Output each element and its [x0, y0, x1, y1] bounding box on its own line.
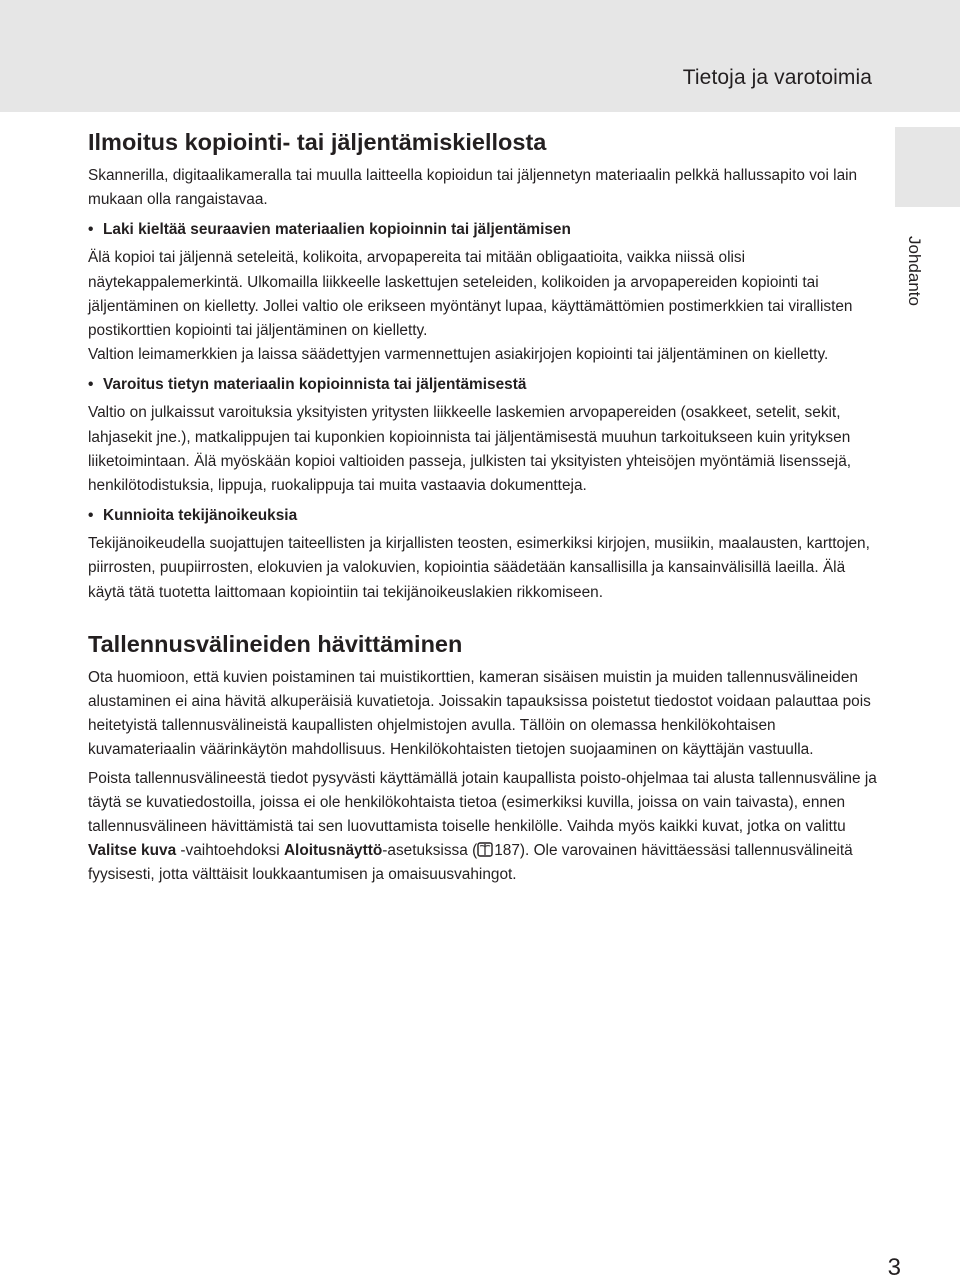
section-title-copy-notice: Ilmoitus kopiointi- tai jäljentämiskiellosta	[88, 129, 547, 155]
bullet-heading-text: Varoitus tietyn materiaalin kopioinnista tai jäljentämisestä	[103, 376, 527, 394]
menu-option-name: Valitse kuva	[88, 842, 177, 860]
page-reference-number[interactable]: 187	[494, 842, 520, 860]
text-segment: -asetuksissa (	[382, 842, 478, 860]
paragraph: Älä kopioi tai jäljennä seteleitä, kolikoita, arvopapereita tai mitään obligaatioita, vaikka niissä olisi näytekappalemerkintä. Ulkomailla liikkeelle laskettujen seteleiden, kolikoiden ja arvopapereiden kopiointi tai jäljentäminen on kielletty. Jollei valtio ole erikseen myöntänyt lupaa, käyttämättömien postimerkkien tai virallisten postikorttien kopiointi tai jäljentäminen on kielletty.	[88, 249, 853, 340]
section-intro: Skannerilla, digitaalikameralla tai muulla laitteella kopioidun tai jäljennetyn materiaalin pelkkä hallussapito voi lain mukaan olla rangaistavaa.	[88, 167, 858, 209]
side-tab-label: Johdanto	[905, 236, 924, 306]
side-tab	[895, 127, 960, 207]
page-reference-icon	[477, 842, 493, 857]
bullet-heading-copyright	[88, 504, 880, 528]
bullet-icon: •	[88, 376, 94, 394]
page-header	[0, 0, 960, 112]
paragraph: Ota huomioon, että kuvien poistaminen tai muistikorttien, kameran sisäisen muistin ja muiden tallennusvälineiden alustaminen ei aina hävitä alkuperäisiä kuvatietoja. Joissakin tapauksissa poistetut tiedostot voidaan palauttaa pois heitetyistä tallennusvälineistä kaupallisten ohjelmistojen avulla. Tällöin on olemassa henkilökohtaisen kuvamateriaalin väärinkäytön mahdollisuus. Henkilökohtaisten tietojen suojaaminen on käyttäjän vastuulla.	[88, 668, 871, 759]
page-content	[88, 125, 880, 888]
menu-setting-name: Aloitusnäyttö	[283, 842, 383, 860]
bullet-heading-text: Laki kieltää seuraavien materiaalien kopioinnin tai jäljentämisen	[103, 221, 571, 239]
section-title-disposal: Tallennusvälineiden hävittäminen	[88, 630, 463, 657]
paragraph: Valtio on julkaissut varoituksia yksityisten yritysten liikkeelle laskemien arvopapereiden (osakkeet, setelit, sekit, lahjasekit jne.), matkalippujen tai kuponkien kopioinnista tai jäljentämisestä muuhun tarkoitukseen kuin yrityksen liiketoimintaan. Älä myöskään kopioi valtioiden passeja, julkisten tai yksityisten yhteisöjen myöntämiä lisenssejä, henkilötodistuksia, lippuja, ruokalippuja tai muita vastaavia dokumentteja.	[88, 404, 852, 495]
text-segment: Poista tallennusvälineestä tiedot pysyvästi käyttämällä jotain kaupallista poisto-ohjelmaa tai alusta tallennusväline ja täytä se kuvatiedostoilla, joissa ei ole henkilökohtaista tietoa (esimerkiksi kuvilla, joissa on vain taivasta), ennen tallennusvälineen hävittämistä tai sen luovuttamista toiselle henkilölle. Vaihda myös kaikki kuvat, jotka on valittu	[88, 769, 877, 836]
paragraph: Tekijänoikeudella suojattujen taiteellisten ja kirjallisten teosten, esimerkiksi kirjojen, musiikin, maalausten, karttojen, piirrosten, puupiirrosten, elokuvien ja valokuvien, kopiointia säädetään kansallisilla ja kansainvälisillä laeilla. Älä käytä tätä tuotetta laittomaan kopiointiin tai tekijänoikeuslakien rikkomiseen.	[88, 535, 870, 601]
paragraph: Valtion leimamerkkien ja laissa säädettyjen varmennettujen asiakirjojen kopiointi tai jäljentäminen on kielletty.	[88, 346, 829, 364]
paragraph-with-references	[88, 767, 880, 888]
page-number: 3	[887, 1254, 901, 1281]
chapter-title: Tietoja ja varotoimia	[682, 66, 872, 89]
bullet-icon: •	[88, 221, 94, 239]
text-segment: ). Ole varovainen hävittäessäsi tallennusvälineitä fyysisesti, jotta välttäisit loukkaantumisen ja omaisuusvahingot.	[88, 842, 853, 884]
bullet-icon: •	[88, 507, 94, 525]
bullet-heading-prohibited	[88, 218, 880, 242]
bullet-heading-text: Kunnioita tekijänoikeuksia	[103, 507, 298, 525]
text-segment: -vaihtoehdoksi	[176, 842, 284, 860]
bullet-heading-caution	[88, 373, 880, 397]
